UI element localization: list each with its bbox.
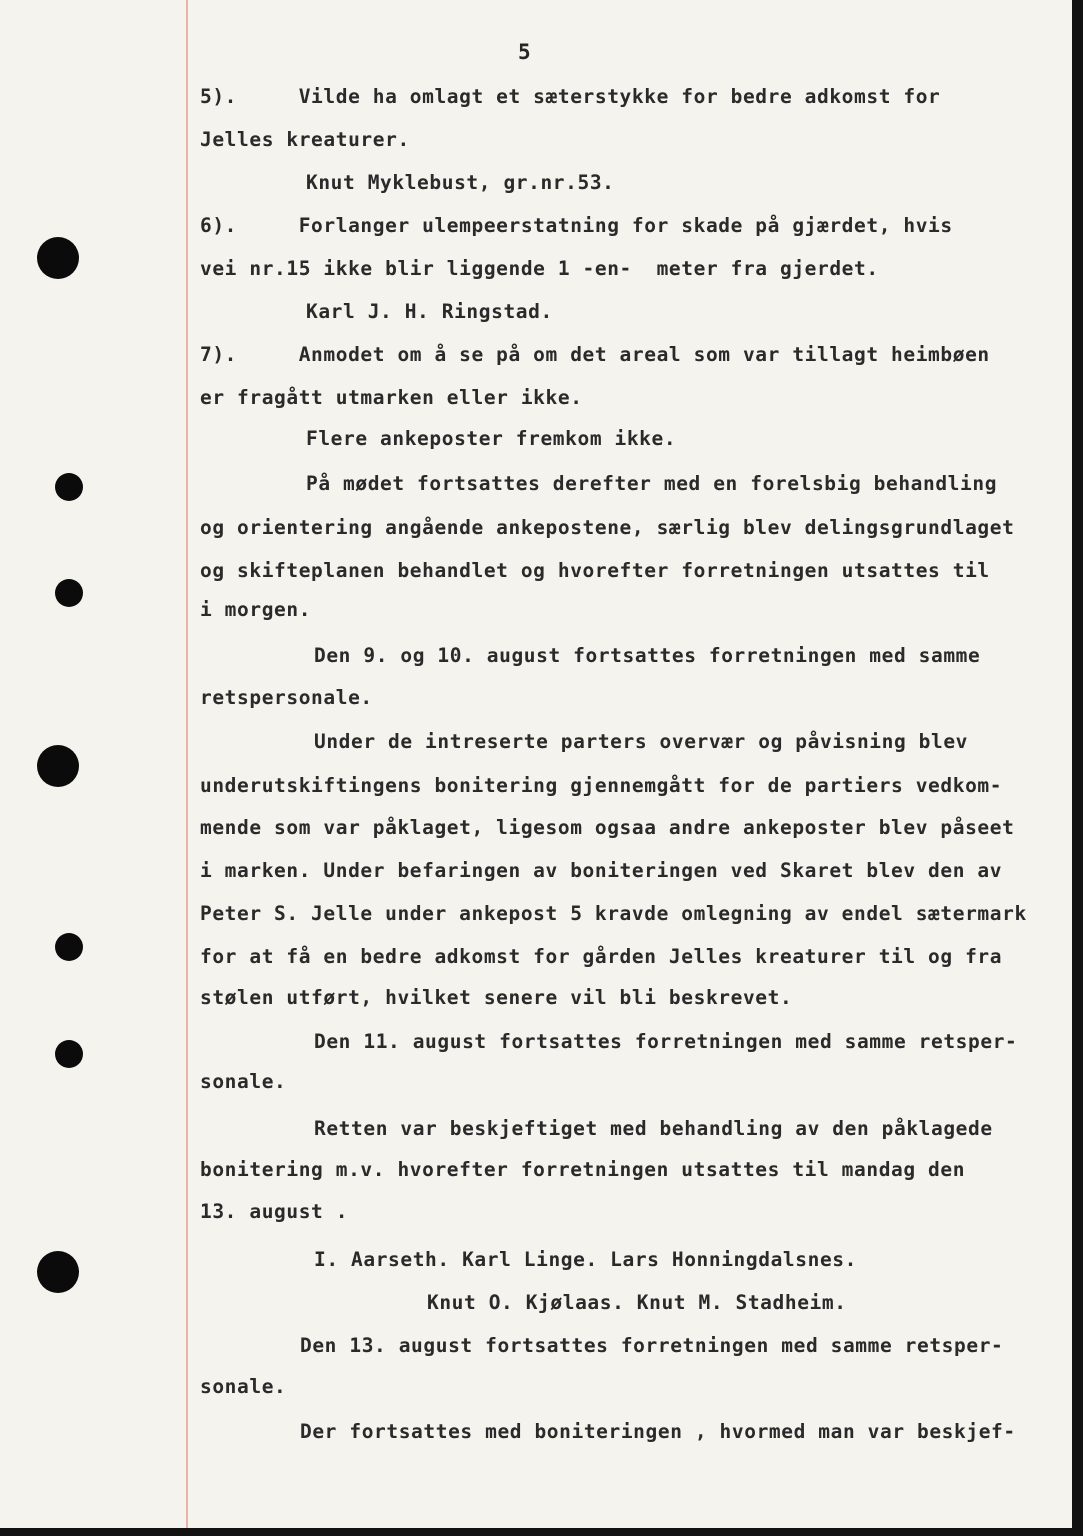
text-line: På mødet fortsattes derefter med en forelsbig behandling <box>306 472 998 495</box>
text-line: er fragått utmarken eller ikke. <box>200 386 583 409</box>
punch-hole <box>55 1040 83 1068</box>
text-line: 6). Forlanger ulempeerstatning for skade på gjærdet, hvis <box>200 214 953 237</box>
text-line: sonale. <box>200 1375 287 1398</box>
text-line: Den 11. august fortsattes forretningen med samme retsper- <box>314 1030 1018 1053</box>
text-line: Karl J. H. Ringstad. <box>306 300 553 323</box>
text-line: retspersonale. <box>200 686 373 709</box>
punch-hole <box>55 473 83 501</box>
scan-border-bottom <box>0 1528 1083 1536</box>
text-line: stølen utført, hvilket senere vil bli beskrevet. <box>200 986 793 1009</box>
punch-hole <box>37 745 79 787</box>
signatures-line-1: I. Aarseth. Karl Linge. Lars Honningdalsnes. <box>314 1248 857 1271</box>
punch-hole <box>55 579 83 607</box>
text-line: i marken. Under befaringen av boniteringen ved Skaret blev den av <box>200 859 1003 882</box>
margin-rule <box>186 0 188 1528</box>
punch-hole <box>37 237 79 279</box>
text-line: Peter S. Jelle under ankepost 5 kravde omlegning av endel sætermark <box>200 902 1027 925</box>
text-line: vei nr.15 ikke blir liggende 1 -en- meter fra gjerdet. <box>200 257 879 280</box>
text-line: sonale. <box>200 1070 287 1093</box>
text-line: og orientering angående ankepostene, særlig blev delingsgrundlaget <box>200 516 1015 539</box>
text-line: 5). Vilde ha omlagt et sæterstykke for bedre adkomst for <box>200 85 941 108</box>
punch-hole <box>37 1251 79 1293</box>
page-number: 5 <box>518 40 531 64</box>
text-line: Der fortsattes med boniteringen , hvormed man var beskjef- <box>300 1420 1016 1443</box>
text-line: bonitering m.v. hvorefter forretningen utsattes til mandag den <box>200 1158 966 1181</box>
text-line: mende som var påklaget, ligesom ogsaa andre ankeposter blev påseet <box>200 816 1015 839</box>
text-line: Den 13. august fortsattes forretningen med samme retsper- <box>300 1334 1004 1357</box>
text-line: Knut Myklebust, gr.nr.53. <box>306 171 615 194</box>
text-line: Under de intreserte parters overvær og påvisning blev <box>314 730 969 753</box>
text-line: Jelles kreaturer. <box>200 128 410 151</box>
text-line: Retten var beskjeftiget med behandling av den påklagede <box>314 1117 993 1140</box>
text-line: underutskiftingens bonitering gjennemgått for de partiers vedkom- <box>200 774 1003 797</box>
text-line: 7). Anmodet om å se på om det areal som var tillagt heimbøen <box>200 343 990 366</box>
text-line: og skifteplanen behandlet og hvorefter forretningen utsattes til <box>200 559 990 582</box>
text-line: i morgen. <box>200 598 312 621</box>
signatures-line-2: Knut O. Kjølaas. Knut M. Stadheim. <box>427 1291 847 1314</box>
punch-hole <box>55 933 83 961</box>
text-line: Flere ankeposter fremkom ikke. <box>306 427 677 450</box>
text-line: Den 9. og 10. august fortsattes forretningen med samme <box>314 644 981 667</box>
text-line: for at få en bedre adkomst for gården Jelles kreaturer til og fra <box>200 945 1003 968</box>
scan-border-right <box>1072 0 1083 1536</box>
text-line: 13. august . <box>200 1200 349 1223</box>
